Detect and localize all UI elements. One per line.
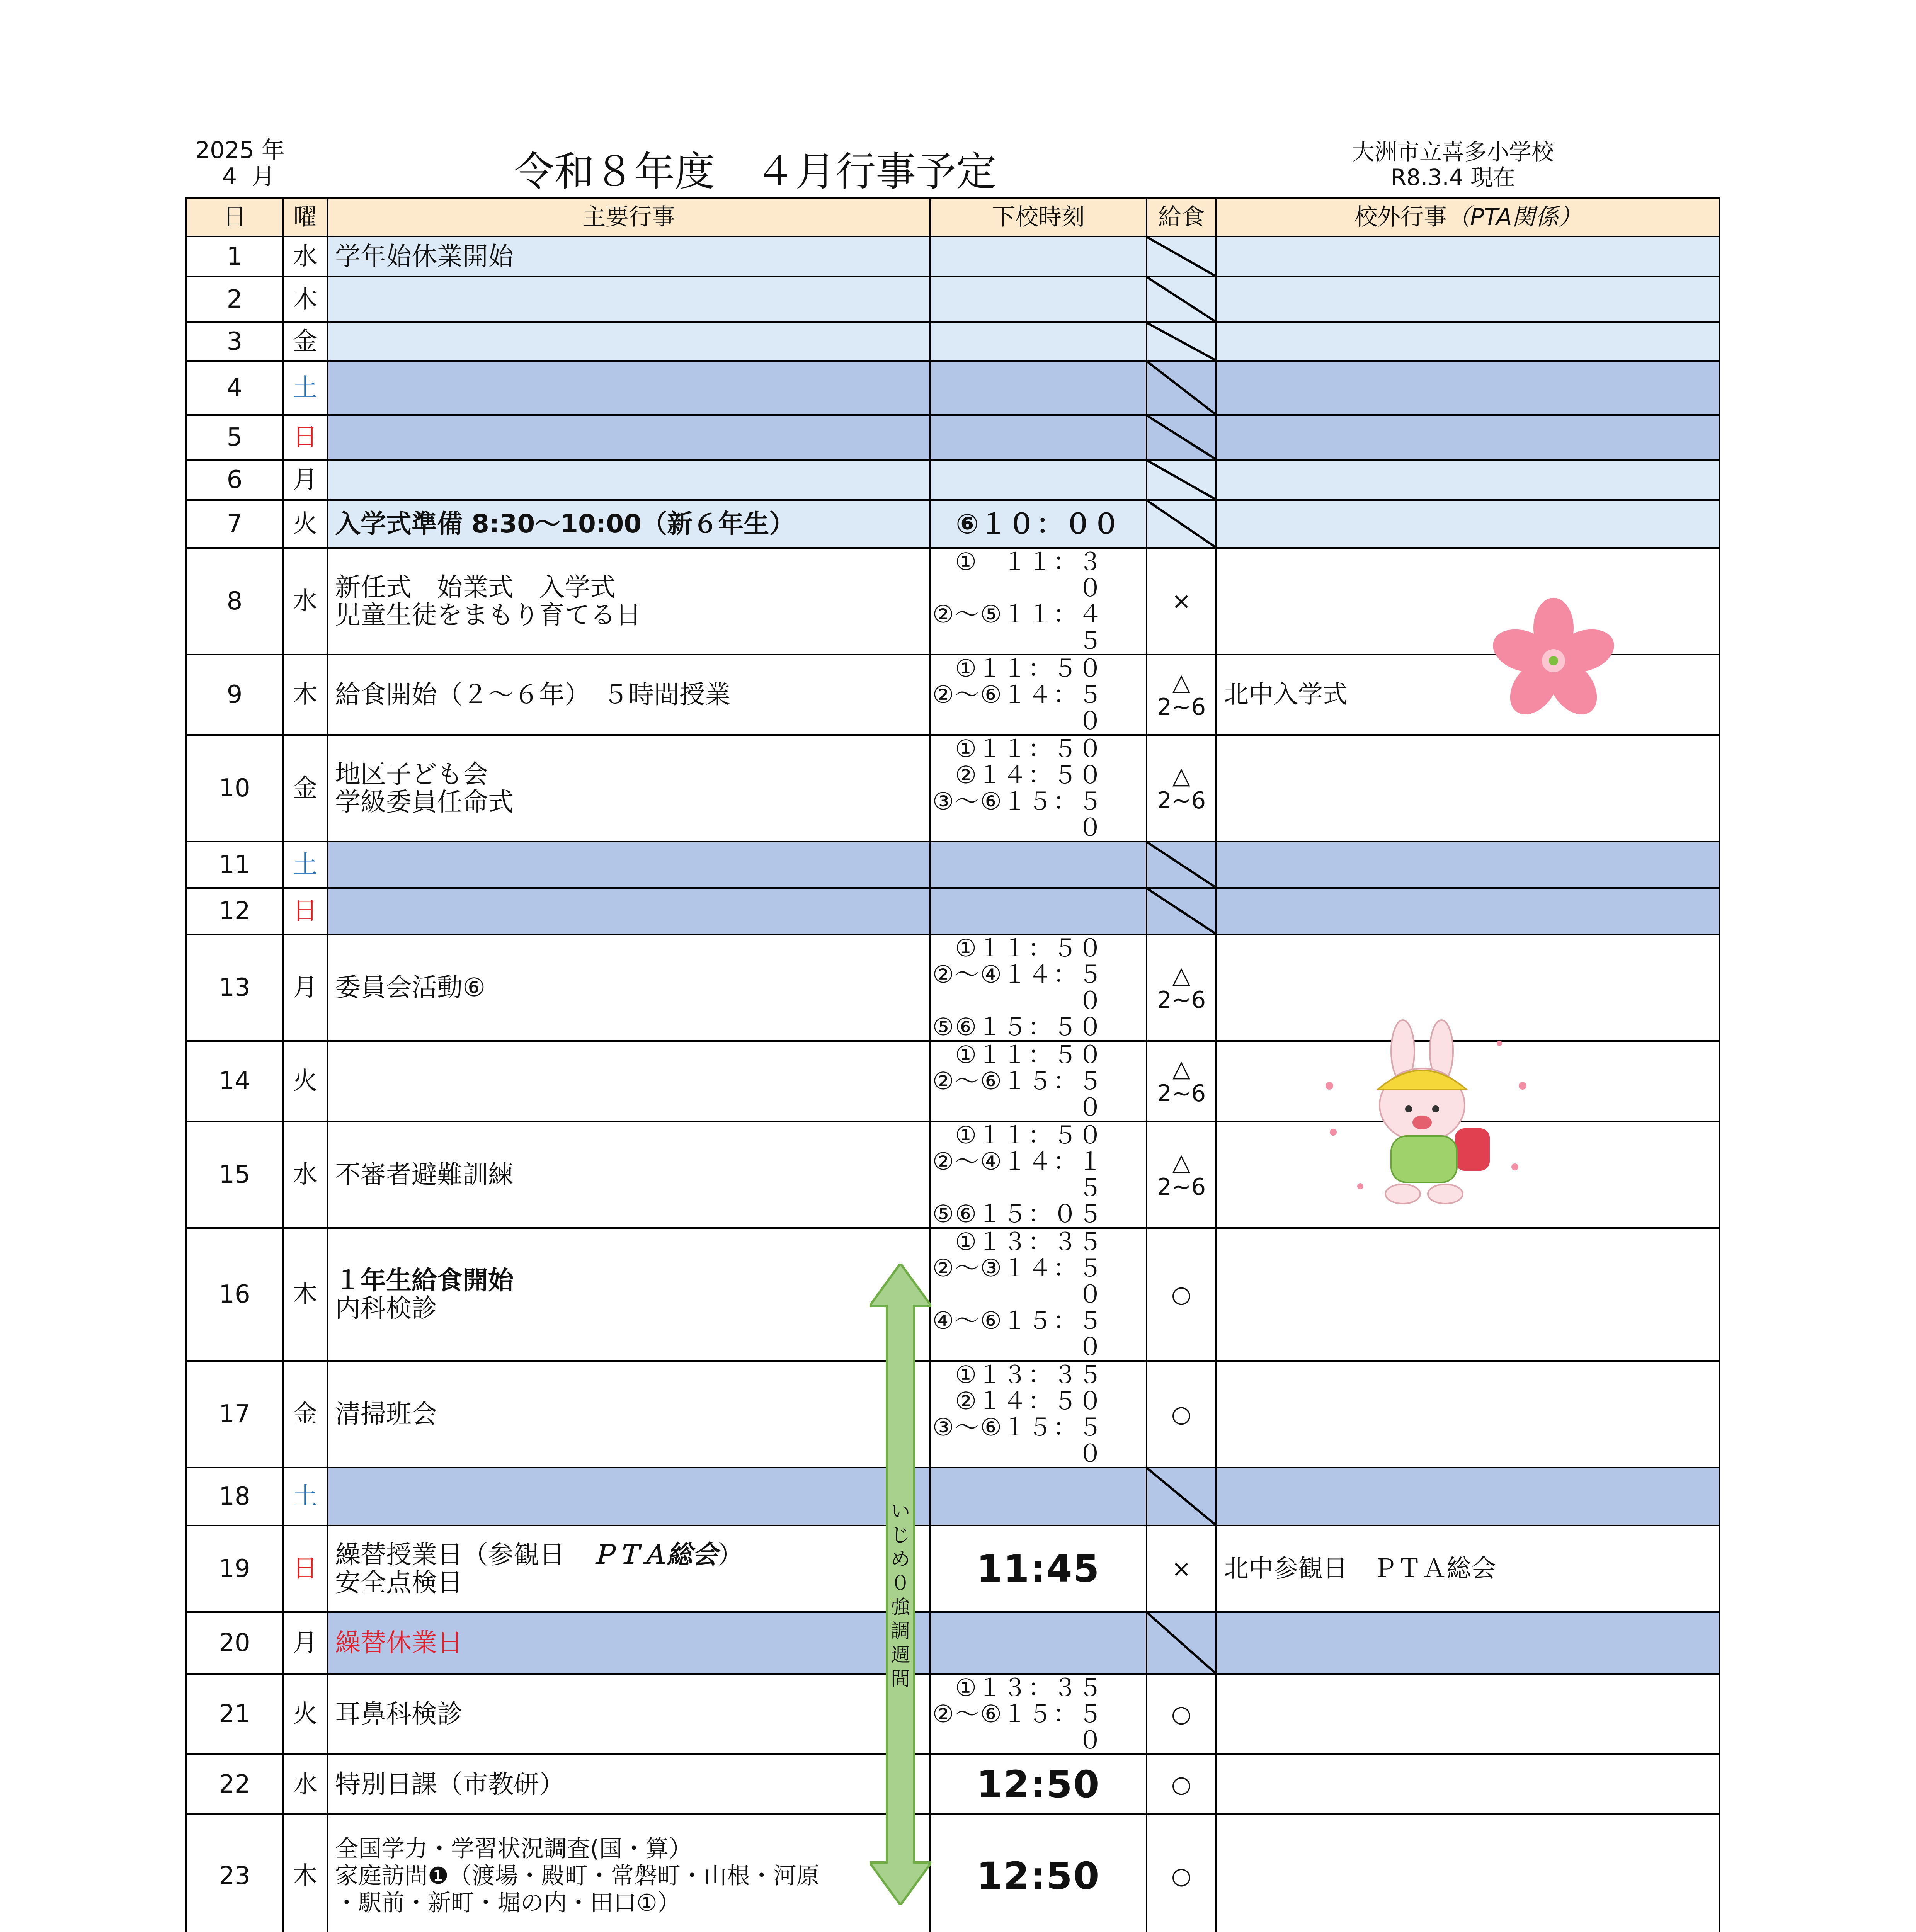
day-cell: 7 xyxy=(186,500,283,548)
table-row xyxy=(186,500,1720,548)
event-line: 入学式準備 8:30～10:00（新６年生） xyxy=(335,509,795,539)
event-line: 繰替授業日（参観日 ＰＴＡ総会） xyxy=(335,1540,743,1570)
dismissal-line: ④～⑥１５：５０ xyxy=(932,1306,1103,1361)
external-event-cell xyxy=(1216,888,1720,934)
col-header-external: 校外行事（PTA関係） xyxy=(1216,198,1720,236)
lunch-cell xyxy=(1147,842,1216,888)
weekday-cell: 火 xyxy=(283,1041,327,1121)
external-event-cell xyxy=(1216,842,1720,888)
weekday-cell: 金 xyxy=(283,1361,327,1468)
dismissal-line: ①１１：５０ xyxy=(955,735,1103,763)
dismissal-line: ②～④１４：１５ xyxy=(932,1147,1103,1202)
lunch-cell xyxy=(1147,934,1216,1041)
dismissal-line: ②～⑥１４：５０ xyxy=(932,680,1103,735)
lunch-cell xyxy=(1147,1228,1216,1361)
dismissal-line: ②～⑤１１：４５ xyxy=(932,600,1103,655)
lunch-cell xyxy=(1147,1674,1216,1754)
dismissal-cell xyxy=(930,1612,1147,1674)
day-cell: 2 xyxy=(186,277,283,322)
event-cell xyxy=(327,655,930,735)
day-cell: 3 xyxy=(186,322,283,361)
event-cell xyxy=(327,1814,930,1932)
year-label: 2025 年 xyxy=(195,137,285,164)
lunch-mark: △ xyxy=(1172,962,1191,989)
dismissal-cell xyxy=(930,277,1147,322)
event-line: 地区子ども会 xyxy=(335,759,488,789)
external-event-cell xyxy=(1216,1228,1720,1361)
weekday-cell: 火 xyxy=(283,500,327,548)
external-event-cell xyxy=(1216,361,1720,415)
event-line: 給食開始（２～６年） ５時間授業 xyxy=(335,680,730,709)
dismissal-cell xyxy=(930,655,1147,735)
weekday-cell: 金 xyxy=(283,322,327,361)
table-row xyxy=(186,842,1720,888)
dismissal-line: ③～⑥１５：５０ xyxy=(932,1413,1103,1468)
dismissal-cell xyxy=(930,934,1147,1041)
day-cell: 8 xyxy=(186,548,283,655)
dismissal-cell xyxy=(930,415,1147,460)
weekday-cell: 水 xyxy=(283,1754,327,1814)
dismissal-line: ①１１：５０ xyxy=(955,655,1103,682)
lunch-cell xyxy=(1147,1526,1216,1612)
external-event-cell xyxy=(1216,1468,1720,1526)
rabbit-student-illustration xyxy=(1306,1009,1546,1225)
weekday-cell: 水 xyxy=(283,236,327,277)
event-cell xyxy=(327,1674,930,1754)
weekday-cell: 月 xyxy=(283,1612,327,1674)
external-event-cell xyxy=(1216,500,1720,548)
weekday-cell: 水 xyxy=(283,1121,327,1228)
dismissal-line: ②～④１４：５０ xyxy=(932,960,1103,1015)
lunch-mark: △ xyxy=(1172,1149,1191,1176)
event-line: 学級委員任命式 xyxy=(335,787,514,817)
event-cell xyxy=(327,1612,930,1674)
event-cell xyxy=(327,1361,930,1468)
event-line: 不審者避難訓練 xyxy=(335,1160,514,1189)
day-cell: 6 xyxy=(186,460,283,500)
lunch-cell xyxy=(1147,655,1216,735)
external-event-cell xyxy=(1216,236,1720,277)
dismissal-cell xyxy=(930,322,1147,361)
day-cell: 13 xyxy=(186,934,283,1041)
external-event-cell xyxy=(1216,1754,1720,1814)
day-cell: 16 xyxy=(186,1228,283,1361)
dismissal-cell xyxy=(930,1674,1147,1754)
dismissal-cell xyxy=(930,842,1147,888)
event-line: 特別日課（市教研） xyxy=(335,1769,565,1799)
external-event-cell xyxy=(1216,1361,1720,1468)
event-cell xyxy=(327,1041,930,1121)
external-event-cell xyxy=(1216,655,1720,735)
table-row xyxy=(186,1612,1720,1674)
lunch-mark: ○ xyxy=(1171,1862,1192,1889)
external-event-cell xyxy=(1216,1526,1720,1612)
event-cell xyxy=(327,500,930,548)
lunch-mark: △ xyxy=(1172,669,1191,696)
lunch-mark: 2~6 xyxy=(1157,694,1206,721)
dismissal-cell xyxy=(930,236,1147,277)
dismissal-cell xyxy=(930,460,1147,500)
lunch-cell xyxy=(1147,415,1216,460)
external-line: 北中入学式 xyxy=(1224,680,1348,709)
dismissal-line: ①１１：５０ xyxy=(955,1041,1103,1069)
table-row xyxy=(186,1674,1720,1754)
dismissal-cell xyxy=(930,1121,1147,1228)
day-cell: 17 xyxy=(186,1361,283,1468)
dismissal-cell xyxy=(930,888,1147,934)
dismissal-line: ②～③１４：５０ xyxy=(932,1254,1103,1308)
lunch-cell xyxy=(1147,500,1216,548)
event-cell xyxy=(327,548,930,655)
dismissal-cell xyxy=(930,1468,1147,1526)
lunch-mark: × xyxy=(1171,1555,1191,1582)
event-cell xyxy=(327,460,930,500)
event-line: 安全点検日 xyxy=(335,1568,463,1597)
lunch-mark: ○ xyxy=(1171,1701,1192,1728)
lunch-mark: 2~6 xyxy=(1157,986,1206,1014)
dismissal-line: ①１３：３５ xyxy=(955,1228,1103,1256)
lunch-mark: △ xyxy=(1172,1055,1191,1082)
external-event-cell xyxy=(1216,415,1720,460)
weekday-cell: 金 xyxy=(283,735,327,842)
event-cell xyxy=(327,236,930,277)
event-line: １年生給食開始 xyxy=(335,1265,514,1295)
day-cell: 10 xyxy=(186,735,283,842)
dismissal-line: ① １１：３０ xyxy=(955,548,1103,602)
lunch-cell xyxy=(1147,1612,1216,1674)
anti-bullying-week-label: いじめ０強調週間 xyxy=(891,1500,910,1690)
weekday-cell: 木 xyxy=(283,1814,327,1932)
dismissal-cell: ⑥１０：００ xyxy=(930,500,1147,548)
external-line: 北中参観日 ＰＴＡ総会 xyxy=(1224,1554,1496,1583)
day-cell: 15 xyxy=(186,1121,283,1228)
table-row xyxy=(186,735,1720,842)
day-cell: 21 xyxy=(186,1674,283,1754)
lunch-mark: 2~6 xyxy=(1157,787,1206,814)
event-line: 委員会活動⑥ xyxy=(335,973,486,1002)
table-row xyxy=(186,236,1720,277)
event-line: 家庭訪問❶（渡場・殿町・常磐町・山根・河原 xyxy=(335,1862,820,1889)
table-row xyxy=(186,1228,1720,1361)
dismissal-line: ②～⑥１５：５０ xyxy=(932,1700,1103,1754)
event-cell xyxy=(327,888,930,934)
weekday-cell: 木 xyxy=(283,655,327,735)
external-event-cell xyxy=(1216,735,1720,842)
event-cell xyxy=(327,1754,930,1814)
day-cell: 9 xyxy=(186,655,283,735)
dismissal-line: ②～⑥１５：５０ xyxy=(932,1067,1103,1121)
dismissal-cell xyxy=(930,1228,1147,1361)
lunch-mark: △ xyxy=(1172,762,1191,789)
external-event-cell xyxy=(1216,277,1720,322)
lunch-cell xyxy=(1147,1361,1216,1468)
weekday-cell: 土 xyxy=(283,842,327,888)
lunch-cell xyxy=(1147,277,1216,322)
lunch-cell xyxy=(1147,1121,1216,1228)
dismissal-line: ②１４：５０ xyxy=(955,1387,1103,1415)
month-label: 4 月 xyxy=(222,163,275,190)
weekday-cell: 火 xyxy=(283,1674,327,1754)
dismissal-cell xyxy=(930,1041,1147,1121)
external-event-cell xyxy=(1216,548,1720,655)
external-event-cell xyxy=(1216,322,1720,361)
day-cell: 14 xyxy=(186,1041,283,1121)
event-cell xyxy=(327,1121,930,1228)
event-line: 繰替休業日 xyxy=(335,1628,463,1658)
dismissal-line: ③～⑥１５：５０ xyxy=(932,787,1103,842)
event-cell xyxy=(327,934,930,1041)
weekday-cell: 日 xyxy=(283,1526,327,1612)
lunch-cell xyxy=(1147,361,1216,415)
lunch-mark: ○ xyxy=(1171,1770,1192,1798)
lunch-cell xyxy=(1147,1041,1216,1121)
weekday-cell: 日 xyxy=(283,888,327,934)
table-row xyxy=(186,415,1720,460)
table-row xyxy=(186,460,1720,500)
school-info xyxy=(1345,139,1561,190)
dismissal-cell: 12:50 xyxy=(930,1754,1147,1814)
table-row xyxy=(186,1754,1720,1814)
event-line: ・駅前・新町・堀の内・田口①） xyxy=(335,1889,681,1917)
lunch-cell xyxy=(1147,236,1216,277)
dismissal-line: ⑤⑥１５：０５ xyxy=(932,1200,1103,1228)
lunch-mark: ○ xyxy=(1171,1401,1192,1428)
event-cell xyxy=(327,842,930,888)
lunch-cell xyxy=(1147,322,1216,361)
table-row xyxy=(186,1814,1720,1932)
lunch-mark: 2~6 xyxy=(1157,1080,1206,1107)
lunch-cell xyxy=(1147,548,1216,655)
dismissal-cell xyxy=(930,548,1147,655)
day-cell: 5 xyxy=(186,415,283,460)
external-event-cell xyxy=(1216,460,1720,500)
lunch-cell xyxy=(1147,735,1216,842)
col-header-day: 日 xyxy=(186,198,283,236)
table-row xyxy=(186,1361,1720,1468)
event-cell xyxy=(327,277,930,322)
dismissal-line: ①１３：３５ xyxy=(955,1361,1103,1389)
table-row xyxy=(186,322,1720,361)
table-row xyxy=(186,361,1720,415)
table-row xyxy=(186,888,1720,934)
dismissal-line: ⑤⑥１５：５０ xyxy=(932,1013,1103,1041)
external-event-cell xyxy=(1216,1814,1720,1932)
weekday-cell: 土 xyxy=(283,1468,327,1526)
lunch-cell xyxy=(1147,460,1216,500)
weekday-cell: 月 xyxy=(283,934,327,1041)
event-line: 新任式 始業式 入学式 xyxy=(335,572,616,602)
event-line: 学年始休業開始 xyxy=(335,242,514,271)
event-cell xyxy=(327,322,930,361)
lunch-cell xyxy=(1147,1814,1216,1932)
event-line: 全国学力・学習状況調査(国・算） xyxy=(335,1835,692,1862)
col-header-weekday: 曜 xyxy=(283,198,327,236)
lunch-mark: × xyxy=(1171,588,1191,615)
lunch-mark: ○ xyxy=(1171,1281,1192,1308)
event-line: 児童生徒をまもり育てる日 xyxy=(335,600,641,630)
dismissal-cell xyxy=(930,1361,1147,1468)
weekday-cell: 土 xyxy=(283,361,327,415)
table-header-row xyxy=(186,198,1720,236)
event-cell xyxy=(327,1468,930,1526)
page-title: 令和８年度 ４月行事予定 xyxy=(514,148,997,195)
weekday-cell: 水 xyxy=(283,548,327,655)
weekday-cell: 月 xyxy=(283,460,327,500)
cherry-blossom-icon xyxy=(1488,595,1619,723)
lunch-cell xyxy=(1147,888,1216,934)
event-cell xyxy=(327,415,930,460)
event-cell xyxy=(327,735,930,842)
lunch-cell xyxy=(1147,1754,1216,1814)
event-line: 清掃班会 xyxy=(335,1399,437,1429)
day-cell: 20 xyxy=(186,1612,283,1674)
event-line: 内科検診 xyxy=(335,1293,437,1323)
table-row xyxy=(186,277,1720,322)
day-cell: 18 xyxy=(186,1468,283,1526)
table-row xyxy=(186,1526,1720,1612)
document-header xyxy=(0,0,1916,201)
day-cell: 19 xyxy=(186,1526,283,1612)
school-name: 大洲市立喜多小学校 xyxy=(1352,139,1554,165)
event-line: 耳鼻科検診 xyxy=(335,1699,463,1729)
day-cell: 4 xyxy=(186,361,283,415)
dismissal-line: ①１１：５０ xyxy=(955,934,1103,962)
table-row xyxy=(186,1468,1720,1526)
as-of-date: R8.3.4 現在 xyxy=(1390,164,1516,190)
dismissal-cell: 11:45 xyxy=(930,1526,1147,1612)
lunch-cell xyxy=(1147,1468,1216,1526)
col-header-dismissal: 下校時刻 xyxy=(930,198,1147,236)
weekday-cell: 日 xyxy=(283,415,327,460)
event-cell xyxy=(327,361,930,415)
day-cell: 22 xyxy=(186,1754,283,1814)
day-cell: 12 xyxy=(186,888,283,934)
dismissal-line: ①１３：３５ xyxy=(955,1674,1103,1702)
external-event-cell xyxy=(1216,1674,1720,1754)
dismissal-line: ②１４：５０ xyxy=(955,761,1103,789)
day-cell: 23 xyxy=(186,1814,283,1932)
lunch-mark: 2~6 xyxy=(1157,1173,1206,1201)
event-cell xyxy=(327,1526,930,1612)
day-cell: 1 xyxy=(186,236,283,277)
day-cell: 11 xyxy=(186,842,283,888)
weekday-cell: 木 xyxy=(283,1228,327,1361)
weekday-cell: 木 xyxy=(283,277,327,322)
dismissal-line: ①１１：５０ xyxy=(955,1121,1103,1149)
dismissal-cell xyxy=(930,361,1147,415)
col-header-events: 主要行事 xyxy=(327,198,930,236)
event-cell xyxy=(327,1228,930,1361)
dismissal-cell xyxy=(930,735,1147,842)
dismissal-cell: 12:50 xyxy=(930,1814,1147,1932)
col-header-lunch: 給食 xyxy=(1147,198,1216,236)
external-event-cell xyxy=(1216,1612,1720,1674)
